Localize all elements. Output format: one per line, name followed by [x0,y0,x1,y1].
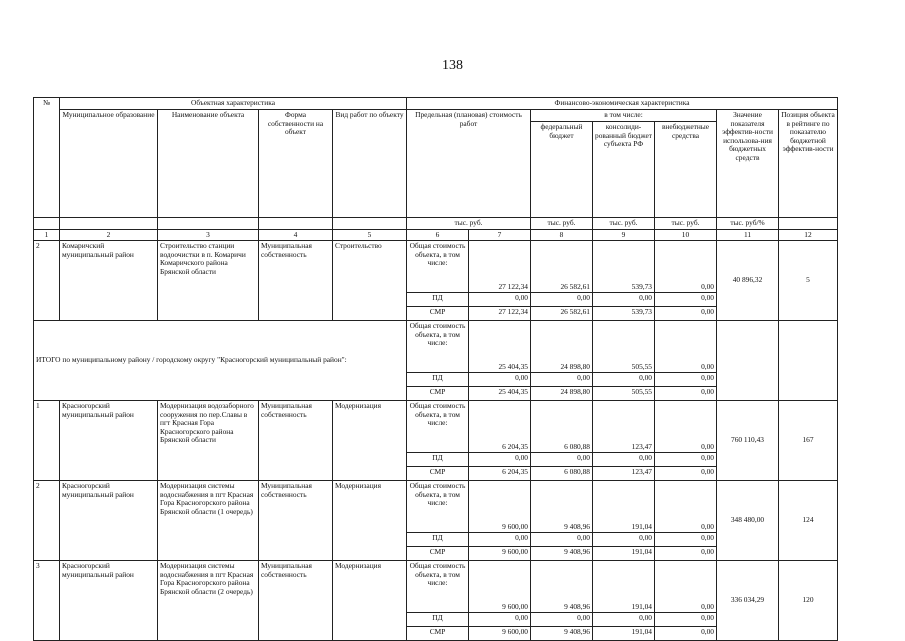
investment-table [33,97,838,641]
header-indicator: Значение показателя эффектив-ности использова-ния бюджетных средств [717,110,779,218]
value-cell: 0,00 [531,533,593,547]
row-ownership: Муниципальная собственность [259,561,333,641]
col-number: 1 [34,229,60,241]
value-cell: 191,04 [593,627,655,641]
value-cell: 9 408,96 [531,627,593,641]
label-smr: СМР [407,627,469,641]
value-cell: 539,73 [593,241,655,293]
row-work: Модернизация [333,561,407,641]
value-cell: 6 204,35 [469,401,531,453]
value-cell: 0,00 [655,467,717,481]
label-smr: СМР [407,547,469,561]
value-cell: 25 404,35 [469,387,531,401]
header-object-name: Наименование объекта [158,110,259,218]
label-smr: СМР [407,387,469,401]
value-cell: 0,00 [655,321,717,373]
row-municipality: Красногорский муниципальный район [60,401,158,481]
col-number: 7 [469,229,531,241]
value-cell: 0,00 [593,293,655,307]
value-cell: 6 080,88 [531,401,593,453]
label-smr: СМР [407,467,469,481]
value-cell: 539,73 [593,307,655,321]
header-rank: Позиция объекта в рейтинге по показателю бюджетной эффектив-ности [779,110,838,218]
unit-indicator: тыс. руб/% [717,218,779,230]
value-cell: 0,00 [531,293,593,307]
col-number: 8 [531,229,593,241]
header-row-groups [34,98,838,110]
value-cell: 0,00 [655,293,717,307]
value-cell: 191,04 [593,547,655,561]
table-row [34,401,838,453]
value-cell: 26 582,61 [531,241,593,293]
row-object: Модернизация водозаборного сооружения по пер.Славы в пгт Красная Гора Красногорского района Брянской области [158,401,259,481]
header-work-type: Вид работ по объекту [333,110,407,218]
table-row [34,481,838,533]
row-ownership: Муниципальная собственность [259,401,333,481]
row-number: 3 [34,561,60,641]
col-number: 6 [407,229,469,241]
col-number: 10 [655,229,717,241]
row-indicator: 336 034,29 [717,561,779,641]
value-cell: 0,00 [655,547,717,561]
row-work: Строительство [333,241,407,321]
header-federal: федеральный бюджет [531,122,593,218]
value-cell: 6 080,88 [531,467,593,481]
value-cell: 0,00 [593,453,655,467]
value-cell: 191,04 [593,481,655,533]
value-cell: 191,04 [593,561,655,613]
table-row [34,561,838,613]
col-number: 3 [158,229,259,241]
row-indicator: 348 480,00 [717,481,779,561]
row-rank: 5 [779,241,838,321]
header-financial: Финансово-экономическая характеристика [407,98,838,110]
value-cell: 9 600,00 [469,481,531,533]
value-cell: 0,00 [655,453,717,467]
value-cell: 9 600,00 [469,547,531,561]
value-cell: 6 204,35 [469,467,531,481]
value-cell: 0,00 [655,307,717,321]
value-cell: 9 600,00 [469,561,531,613]
header-municipality: Муниципальное образование [60,110,158,218]
empty-cell [717,321,779,401]
label-pd: ПД [407,373,469,387]
empty-cell [779,321,838,401]
value-cell: 27 122,34 [469,241,531,293]
col-number: 11 [717,229,779,241]
subtotal-label: ИТОГО по муниципальному району / городскому округу "Красногорский муниципальный район": [34,321,407,401]
value-cell: 0,00 [531,613,593,627]
value-cell: 0,00 [655,613,717,627]
row-object: Строительство станции водоочистки в п. Комаричи Комаричского района Брянской области [158,241,259,321]
header-max-cost: Предельная (плановая) стоимость работ [407,110,531,218]
row-municipality: Красногорский муниципальный район [60,561,158,641]
col-number: 9 [593,229,655,241]
row-number: 2 [34,481,60,561]
value-cell: 0,00 [655,627,717,641]
row-number: 1 [34,401,60,481]
row-rank: 120 [779,561,838,641]
value-cell: 0,00 [469,373,531,387]
value-cell: 0,00 [655,387,717,401]
label-smr: СМР [407,307,469,321]
value-cell: 505,55 [593,321,655,373]
units-row [34,218,838,230]
value-cell: 0,00 [593,533,655,547]
column-numbers-row [34,229,838,241]
value-cell: 0,00 [655,373,717,387]
row-rank: 124 [779,481,838,561]
value-cell: 0,00 [655,533,717,547]
header-ownership: Форма собственности на объект [259,110,333,218]
label-pd: ПД [407,533,469,547]
label-total-cost: Общая стоимость объекта, в том числе: [407,401,469,453]
row-indicator: 760 110,43 [717,401,779,481]
label-pd: ПД [407,293,469,307]
value-cell: 9 408,96 [531,561,593,613]
col-number: 12 [779,229,838,241]
unit-extra: тыс. руб. [655,218,717,230]
value-cell: 0,00 [593,613,655,627]
label-pd: ПД [407,613,469,627]
header-extra: внебюджетные средства [655,122,717,218]
value-cell: 9 408,96 [531,547,593,561]
value-cell: 0,00 [531,453,593,467]
label-total-cost: Общая стоимость объекта, в том числе: [407,481,469,533]
value-cell: 0,00 [469,453,531,467]
row-object: Модернизация системы водоснабжения в пгт Красная Гора Красногорского района Брянской области (2 очередь) [158,561,259,641]
value-cell: 123,47 [593,401,655,453]
value-cell: 505,55 [593,387,655,401]
value-cell: 123,47 [593,467,655,481]
value-cell: 0,00 [531,373,593,387]
unit-federal: тыс. руб. [531,218,593,230]
label-pd: ПД [407,453,469,467]
row-work: Модернизация [333,481,407,561]
row-rank: 167 [779,401,838,481]
label-total-cost: Общая стоимость объекта, в том числе: [407,561,469,613]
header-no: № [34,98,60,218]
header-including: в том числе: [531,110,717,122]
row-number: 2 [34,241,60,321]
col-number: 2 [60,229,158,241]
col-number: 5 [333,229,407,241]
page-number: 138 [442,58,463,73]
value-cell: 0,00 [655,561,717,613]
value-cell: 26 582,61 [531,307,593,321]
label-total-cost: Общая стоимость объекта, в том числе: [407,241,469,293]
value-cell: 9 408,96 [531,481,593,533]
value-cell: 0,00 [469,533,531,547]
row-object: Модернизация системы водоснабжения в пгт Красная Гора Красногорского района Брянской области (1 очередь) [158,481,259,561]
header-consolidated: консолиди-рованный бюджет субъекта РФ [593,122,655,218]
row-ownership: Муниципальная собственность [259,481,333,561]
value-cell: 24 898,80 [531,387,593,401]
value-cell: 0,00 [655,481,717,533]
label-total-cost: Общая стоимость объекта, в том числе: [407,321,469,373]
value-cell: 0,00 [469,293,531,307]
col-number: 4 [259,229,333,241]
unit-consolidated: тыс. руб. [593,218,655,230]
value-cell: 9 600,00 [469,627,531,641]
value-cell: 27 122,34 [469,307,531,321]
table-row [34,321,838,373]
value-cell: 25 404,35 [469,321,531,373]
row-indicator: 40 896,32 [717,241,779,321]
row-ownership: Муниципальная собственность [259,241,333,321]
header-row-subgroups [34,110,838,122]
unit-cost: тыс. руб. [407,218,531,230]
row-municipality: Красногорский муниципальный район [60,481,158,561]
value-cell: 0,00 [655,401,717,453]
row-municipality: Комаричский муниципальный район [60,241,158,321]
header-objective: Объектная характеристика [60,98,407,110]
table-row [34,241,838,293]
value-cell: 0,00 [655,241,717,293]
value-cell: 0,00 [593,373,655,387]
value-cell: 24 898,80 [531,321,593,373]
row-work: Модернизация [333,401,407,481]
value-cell: 0,00 [469,613,531,627]
